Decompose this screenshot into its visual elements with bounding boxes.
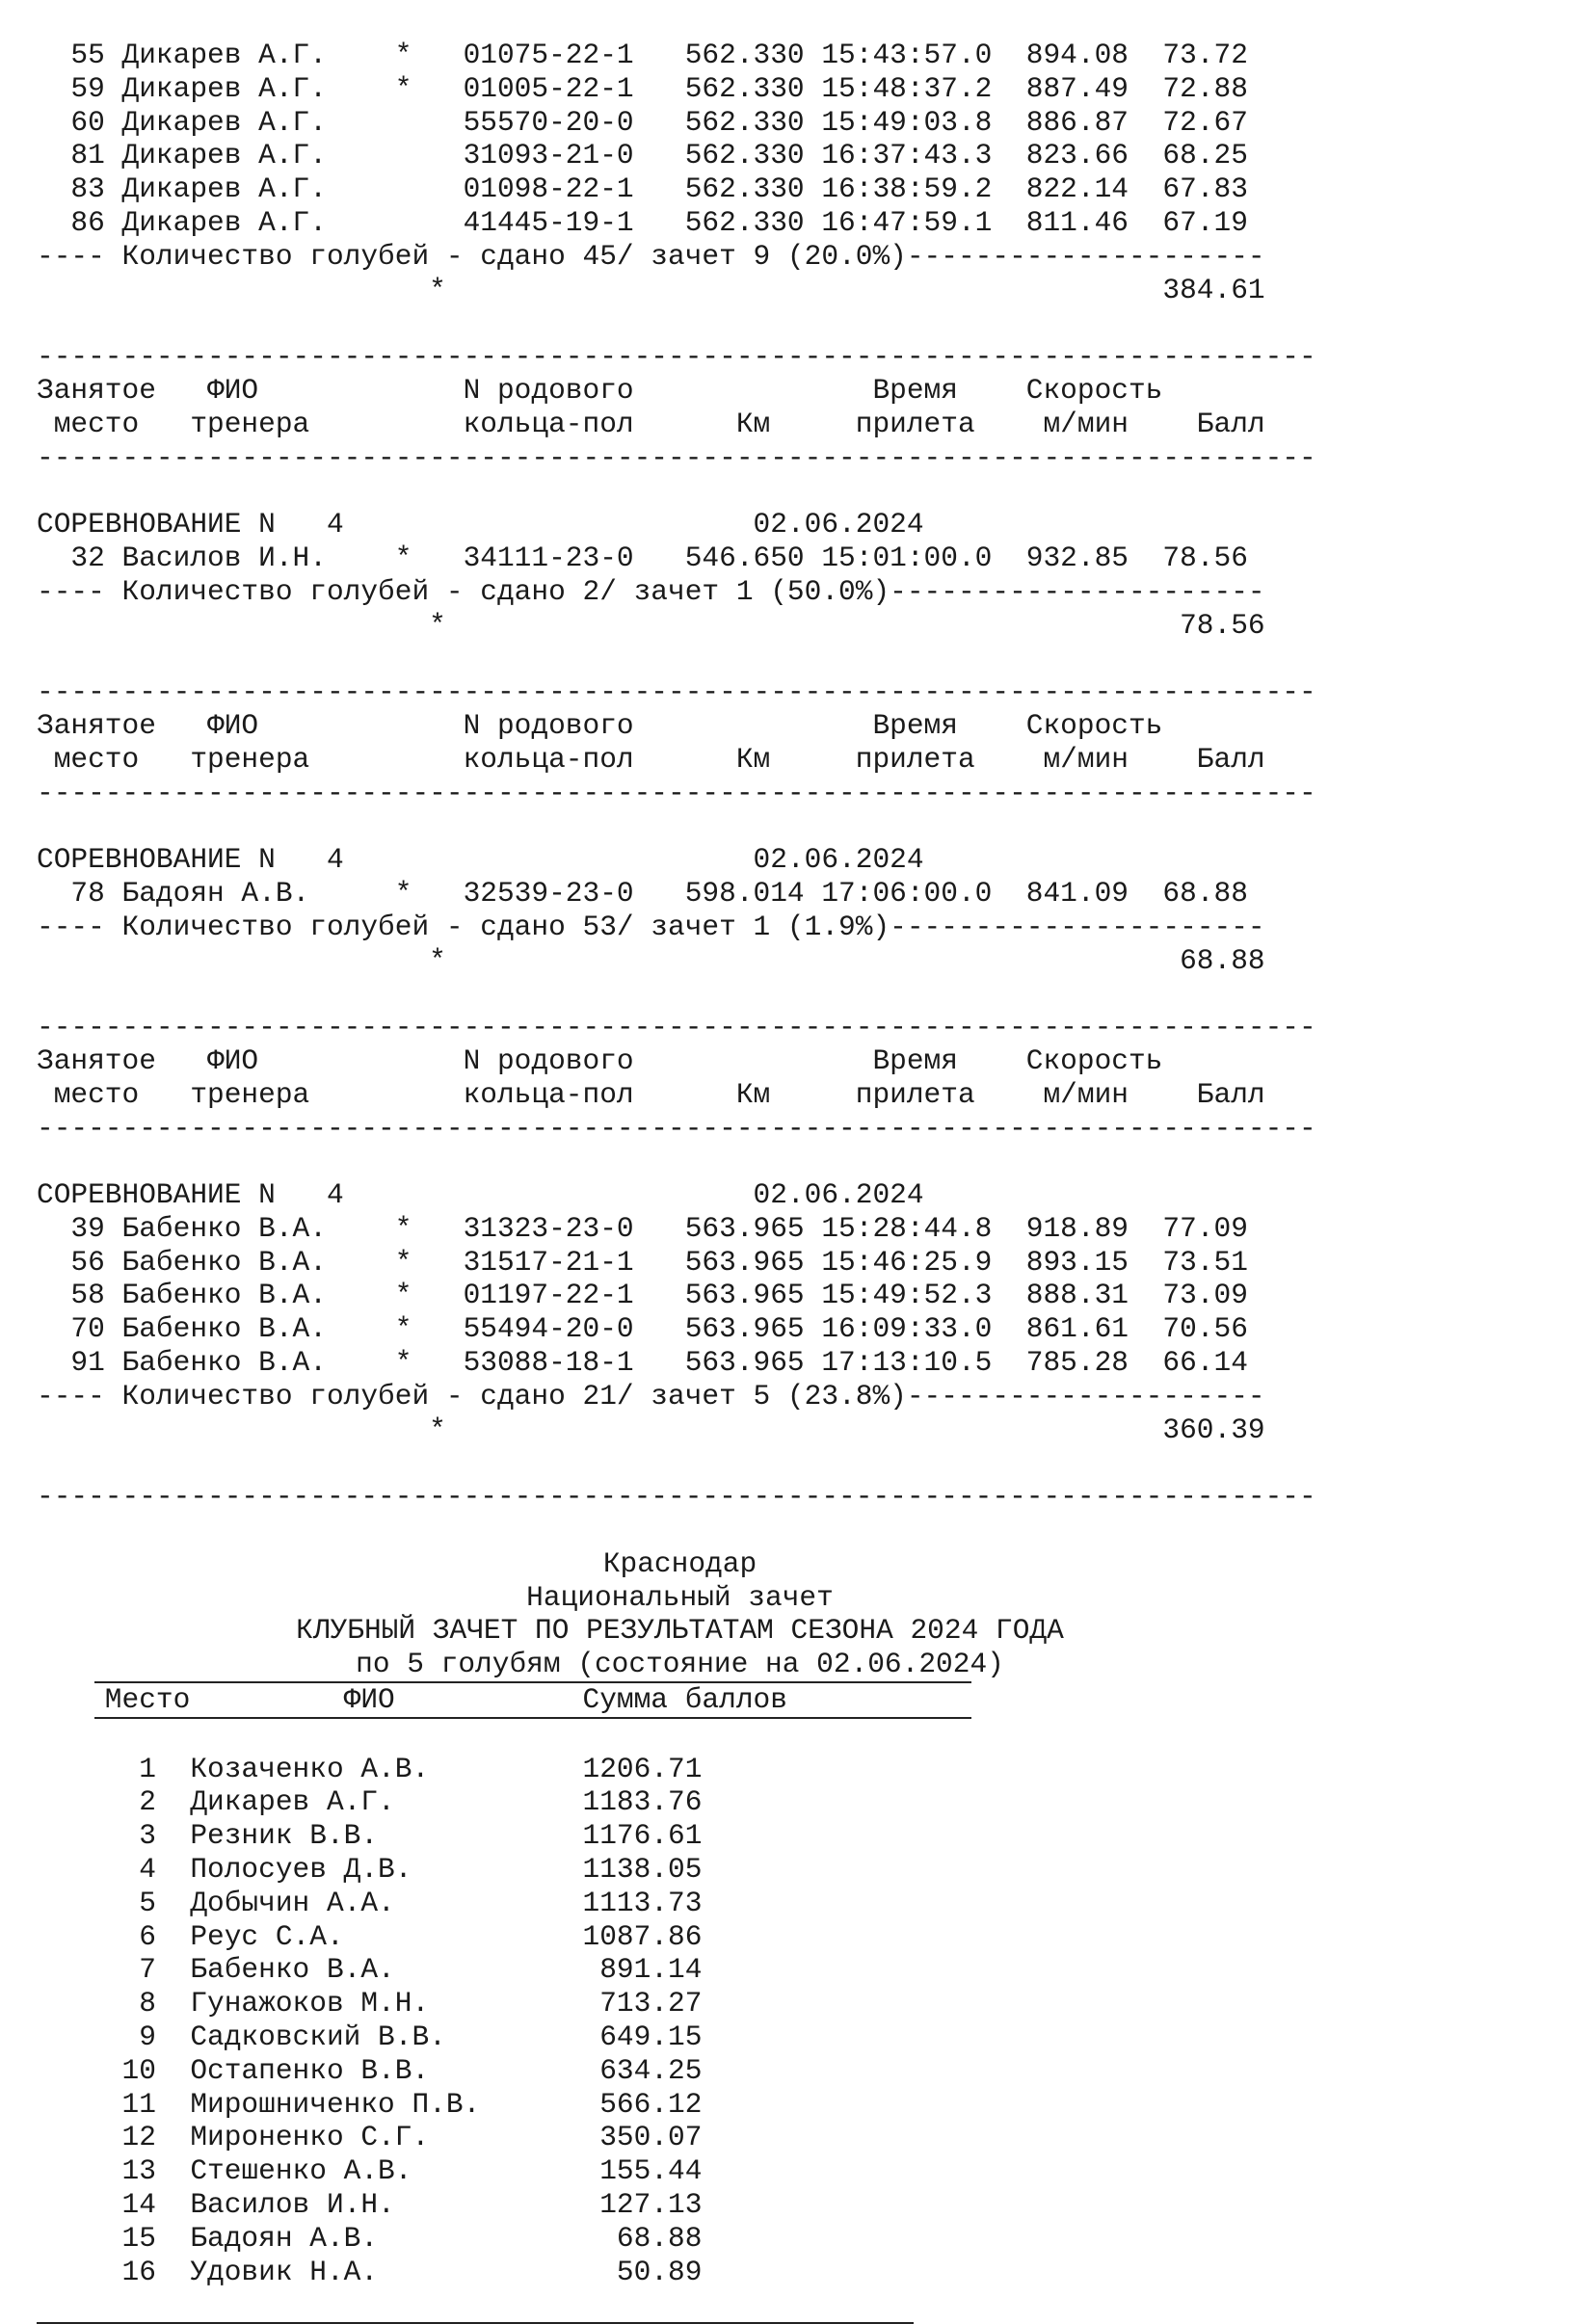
- standings-row: 13 Стешенко А.В. 155.44: [37, 2154, 703, 2188]
- blank-line: [37, 306, 1323, 340]
- blank-line: [37, 474, 1323, 508]
- subtitle: Национальный зачет: [526, 1580, 834, 1614]
- result-row: 86 Дикарев А.Г. 41445-19-1 562.330 16:47:59.1 811.46 67.19: [37, 205, 1248, 239]
- result-row: 55 Дикарев А.Г. * 01075-22-1 562.330 15:43:57.0 894.08 73.72: [37, 39, 1248, 71]
- blank-line: [37, 1446, 1323, 1480]
- table-header-row-1: Занятое ФИО N родового Время Скорость: [37, 1043, 1163, 1077]
- blank-line: [37, 642, 1323, 675]
- block-total: * 360.39: [37, 1413, 1265, 1446]
- result-row: 39 Бабенко В.А. * 31323-23-0 563.965 15:28:44.8 918.89 77.09: [37, 1211, 1248, 1245]
- standings-row: 8 Гунажоков М.Н. 713.27: [37, 1987, 703, 2020]
- result-row: 83 Дикарев А.Г. 01098-22-1 562.330 16:38:59.2 822.14 67.83: [37, 172, 1248, 206]
- table-header-row-2: место тренера кольца-пол Км прилета м/мин Балл: [37, 742, 1265, 776]
- divider: ---------------------------------------------------------------------------: [37, 440, 1316, 474]
- divider: ---------------------------------------------------------------------------: [37, 340, 1316, 374]
- divider: ---------------------------------------------------------------------------: [37, 776, 1316, 809]
- competition-heading: СОРЕВНОВАНИЕ N 4 02.06.2024: [37, 1178, 924, 1212]
- pigeon-count-summary: ---- Количество голубей - сдано 53/ зачет 1 (1.9%)----------------------: [37, 910, 1265, 943]
- standings-row: 9 Садковский В.В. 649.15: [37, 2020, 703, 2054]
- block-total: * 68.88: [37, 943, 1265, 977]
- block-total: * 78.56: [37, 608, 1265, 642]
- blank-line: [37, 809, 1323, 843]
- divider: ---------------------------------------------------------------------------: [37, 1480, 1316, 1514]
- table-header-row-1: Занятое ФИО N родового Время Скорость: [37, 373, 1163, 407]
- blank-line: [37, 2288, 1323, 2322]
- standings-row: 2 Дикарев А.Г. 1183.76: [37, 1785, 703, 1819]
- result-row: 58 Бабенко В.А. * 01197-22-1 563.965 15:49:52.3 888.31 73.09: [37, 1279, 1248, 1312]
- result-row: 60 Дикарев А.Г. 55570-20-0 562.330 15:49:03.8 886.87 72.67: [37, 105, 1248, 139]
- table-header-row-2: место тренера кольца-пол Км прилета м/мин Балл: [37, 407, 1265, 440]
- standings-row: 16 Удовик Н.А. 50.89: [37, 2255, 703, 2288]
- divider: ---------------------------------------------------------------------------: [37, 1011, 1316, 1044]
- standings-row: 15 Бадоян А.В. 68.88: [37, 2221, 703, 2255]
- city-title: Краснодар: [602, 1546, 757, 1580]
- standings-row: 5 Добычин А.А. 1113.73: [37, 1886, 703, 1919]
- standings-row: 6 Реус С.А. 1087.86: [37, 1919, 703, 1953]
- standings-row: 11 Мирошниченко П.В. 566.12: [37, 2087, 703, 2121]
- table-header-row-2: место тренера кольца-пол Км прилета м/мин Балл: [37, 1077, 1265, 1111]
- standings-row: 1 Козаченко А.В. 1206.71: [37, 1752, 703, 1785]
- divider: ---------------------------------------------------------------------------: [37, 675, 1316, 709]
- standings-row: 4 Полосуев Д.В. 1138.05: [37, 1853, 703, 1887]
- result-row: 78 Бадоян А.В. * 32539-23-0 598.014 17:06:00.0 841.09 68.88: [37, 876, 1248, 910]
- result-row: 32 Василов И.Н. * 34111-23-0 546.650 15:01:00.0 932.85 78.56: [37, 541, 1248, 574]
- standings-row: 14 Василов И.Н. 127.13: [37, 2188, 703, 2221]
- document: [37, 39, 1323, 2324]
- standings-title: КЛУБНЫЙ ЗАЧЕТ ПО РЕЗУЛЬТАТАМ СЕЗОНА 2024 ГОДА: [296, 1614, 1064, 1648]
- standings-row: 3 Резник В.В. 1176.61: [37, 1819, 703, 1853]
- result-row: 56 Бабенко В.А. * 31517-21-1 563.965 15:46:25.9 893.15 73.51: [37, 1245, 1248, 1279]
- standings-row: 12 Мироненко С.Г. 350.07: [37, 2121, 703, 2154]
- blank-line: [37, 1719, 1323, 1753]
- table-header-row-1: Занятое ФИО N родового Время Скорость: [37, 708, 1163, 742]
- standings-row: 10 Остапенко В.В. 634.25: [37, 2053, 703, 2087]
- standings-row: 7 Бабенко В.А. 891.14: [37, 1953, 703, 1987]
- pigeon-count-summary: ---- Количество голубей - сдано 2/ зачет 1 (50.0%)----------------------: [37, 574, 1265, 608]
- pigeon-count-summary: ---- Количество голубей - сдано 21/ зачет 5 (23.8%)---------------------: [37, 1379, 1265, 1413]
- result-row: 91 Бабенко В.А. * 53088-18-1 563.965 17:13:10.5 785.28 66.14: [37, 1346, 1248, 1380]
- pigeon-count-summary: ---- Количество голубей - сдано 45/ зачет 9 (20.0%)---------------------: [37, 239, 1265, 273]
- blank-line: [37, 1514, 1323, 1547]
- result-row: 70 Бабенко В.А. * 55494-20-0 563.965 16:09:33.0 861.61 70.56: [37, 1312, 1248, 1346]
- competition-heading: СОРЕВНОВАНИЕ N 4 02.06.2024: [37, 843, 924, 877]
- divider: ---------------------------------------------------------------------------: [37, 1111, 1316, 1145]
- standings-note: по 5 голубям (состояние на 02.06.2024): [356, 1648, 1004, 1681]
- result-row: 59 Дикарев А.Г. * 01005-22-1 562.330 15:48:37.2 887.49 72.88: [37, 71, 1248, 105]
- blank-line: [37, 977, 1323, 1011]
- competition-heading: СОРЕВНОВАНИЕ N 4 02.06.2024: [37, 508, 924, 541]
- block-total: * 384.61: [37, 273, 1265, 306]
- result-row: 81 Дикарев А.Г. 31093-21-0 562.330 16:37:43.3 823.66 68.25: [37, 139, 1248, 172]
- blank-line: [37, 1145, 1323, 1178]
- standings-header: Место ФИО Сумма баллов: [37, 1683, 787, 1717]
